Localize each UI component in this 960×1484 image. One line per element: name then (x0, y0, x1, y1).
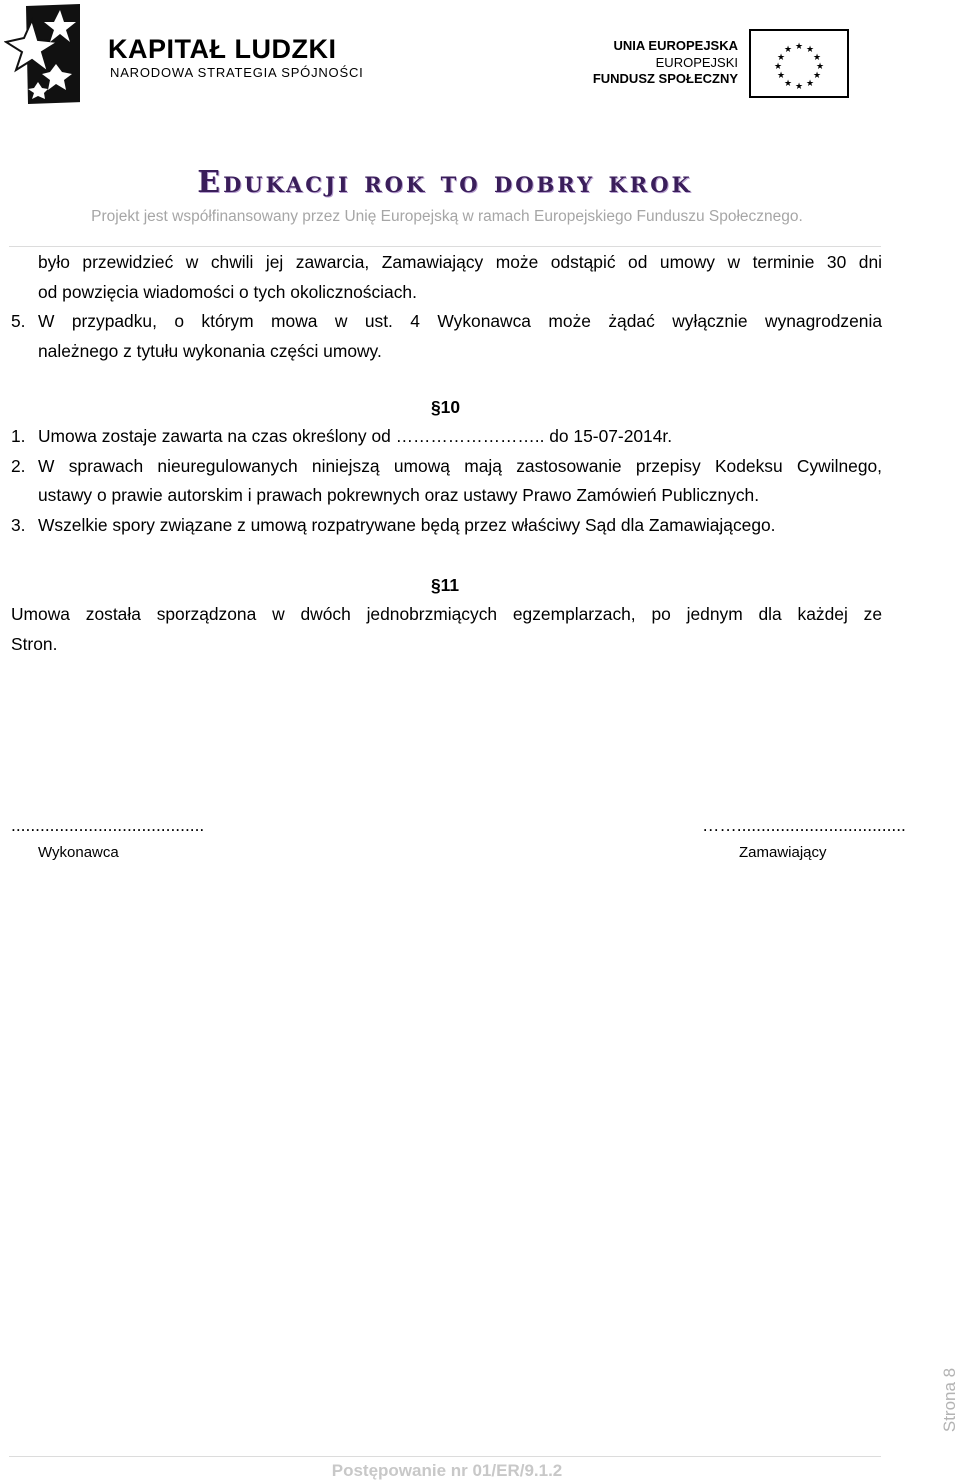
page-number (932, 1360, 960, 1440)
item-5-number: 5. (11, 311, 26, 331)
header-divider (9, 246, 881, 247)
eu-line-1: UNIA EUROPEJSKA (613, 38, 738, 53)
svg-text:★: ★ (794, 82, 804, 92)
eu-fund-text (593, 38, 738, 88)
s10-item-3-number: 3. (11, 515, 26, 535)
s10-item-2-line-1: W sprawach nieuregulowanych niniejszą umową mają zastosowanie przepisy Kodeksu Cywilnego, (38, 456, 882, 476)
svg-text:★: ★ (773, 62, 783, 72)
contractor-label: Wykonawca (38, 844, 119, 861)
svg-text:★: ★ (776, 53, 786, 63)
logo-subtitle: NARODOWA STRATEGIA SPÓJNOŚCI (110, 65, 364, 80)
svg-text:★: ★ (812, 71, 822, 81)
svg-text:★: ★ (783, 79, 793, 89)
logo-title: KAPITAŁ LUDZKI (108, 34, 337, 64)
item-5-line-2: należnego z tytułu wykonania części umowy. (38, 341, 382, 361)
section-10-heading: §10 (431, 397, 461, 417)
client-label: Zamawiający (739, 844, 827, 861)
svg-text:★: ★ (794, 42, 804, 52)
section-11-heading: §11 (431, 575, 460, 595)
section-11-line-1: Umowa została sporządzona w dwóch jednobrzmiących egzemplarzach, po jednym dla każdej ze (11, 604, 882, 624)
svg-text:★: ★ (815, 62, 825, 72)
item-5-line-1: W przypadku, o którym mowa w ust. 4 Wykonawca może żądać wyłącznie wynagrodzenia (38, 311, 882, 331)
project-banner: Edukacji rok to dobry krok (197, 165, 693, 200)
footer-divider (9, 1456, 881, 1457)
client-signature-line: ……................................... (702, 815, 906, 835)
eu-line-3: FUNDUSZ SPOŁECZNY (592, 71, 738, 86)
svg-text:★: ★ (812, 53, 822, 63)
s10-item-2-number: 2. (11, 456, 26, 476)
contractor-signature-line: ........................................ (11, 815, 205, 835)
svg-text:★: ★ (805, 79, 815, 89)
continuation-line-2: od powzięcia wiadomości o tych okolicznościach. (38, 282, 417, 302)
s10-item-3-text: Wszelkie spory związane z umową rozpatrywane będą przez właściwy Sąd dla Zamawiającego. (38, 515, 776, 535)
s10-item-1-text: Umowa zostaje zawarta na czas określony od …………………….. do 15-07-2014r. (38, 426, 673, 446)
continuation-line-1: było przewidzieć w chwili jej zawarcia, Zamawiający może odstąpić od umowy w terminie 30 dni (38, 252, 882, 272)
svg-text:★: ★ (805, 45, 815, 55)
procedure-number: Postępowanie nr 01/ER/9.1.2 (331, 1461, 563, 1480)
svg-text:★: ★ (783, 45, 793, 55)
eu-line-2: EUROPEJSKI (655, 54, 738, 70)
s10-item-2-line-2: ustawy o prawie autorskim i prawach pokrewnych oraz ustawy Prawo Zamówień Publicznych. (38, 485, 760, 505)
kapital-ludzki-logo-icon (4, 2, 80, 104)
cofinancing-note: Projekt jest współfinansowany przez Unię Europejską w ramach Europejskiego Funduszu Społecznego. (91, 208, 803, 225)
s10-item-1-number: 1. (11, 426, 26, 446)
page-number-text: Strona 8 (940, 1367, 959, 1433)
eu-flag-icon (749, 29, 849, 98)
svg-text:★: ★ (776, 71, 786, 81)
section-11-line-2: Stron. (11, 634, 58, 654)
